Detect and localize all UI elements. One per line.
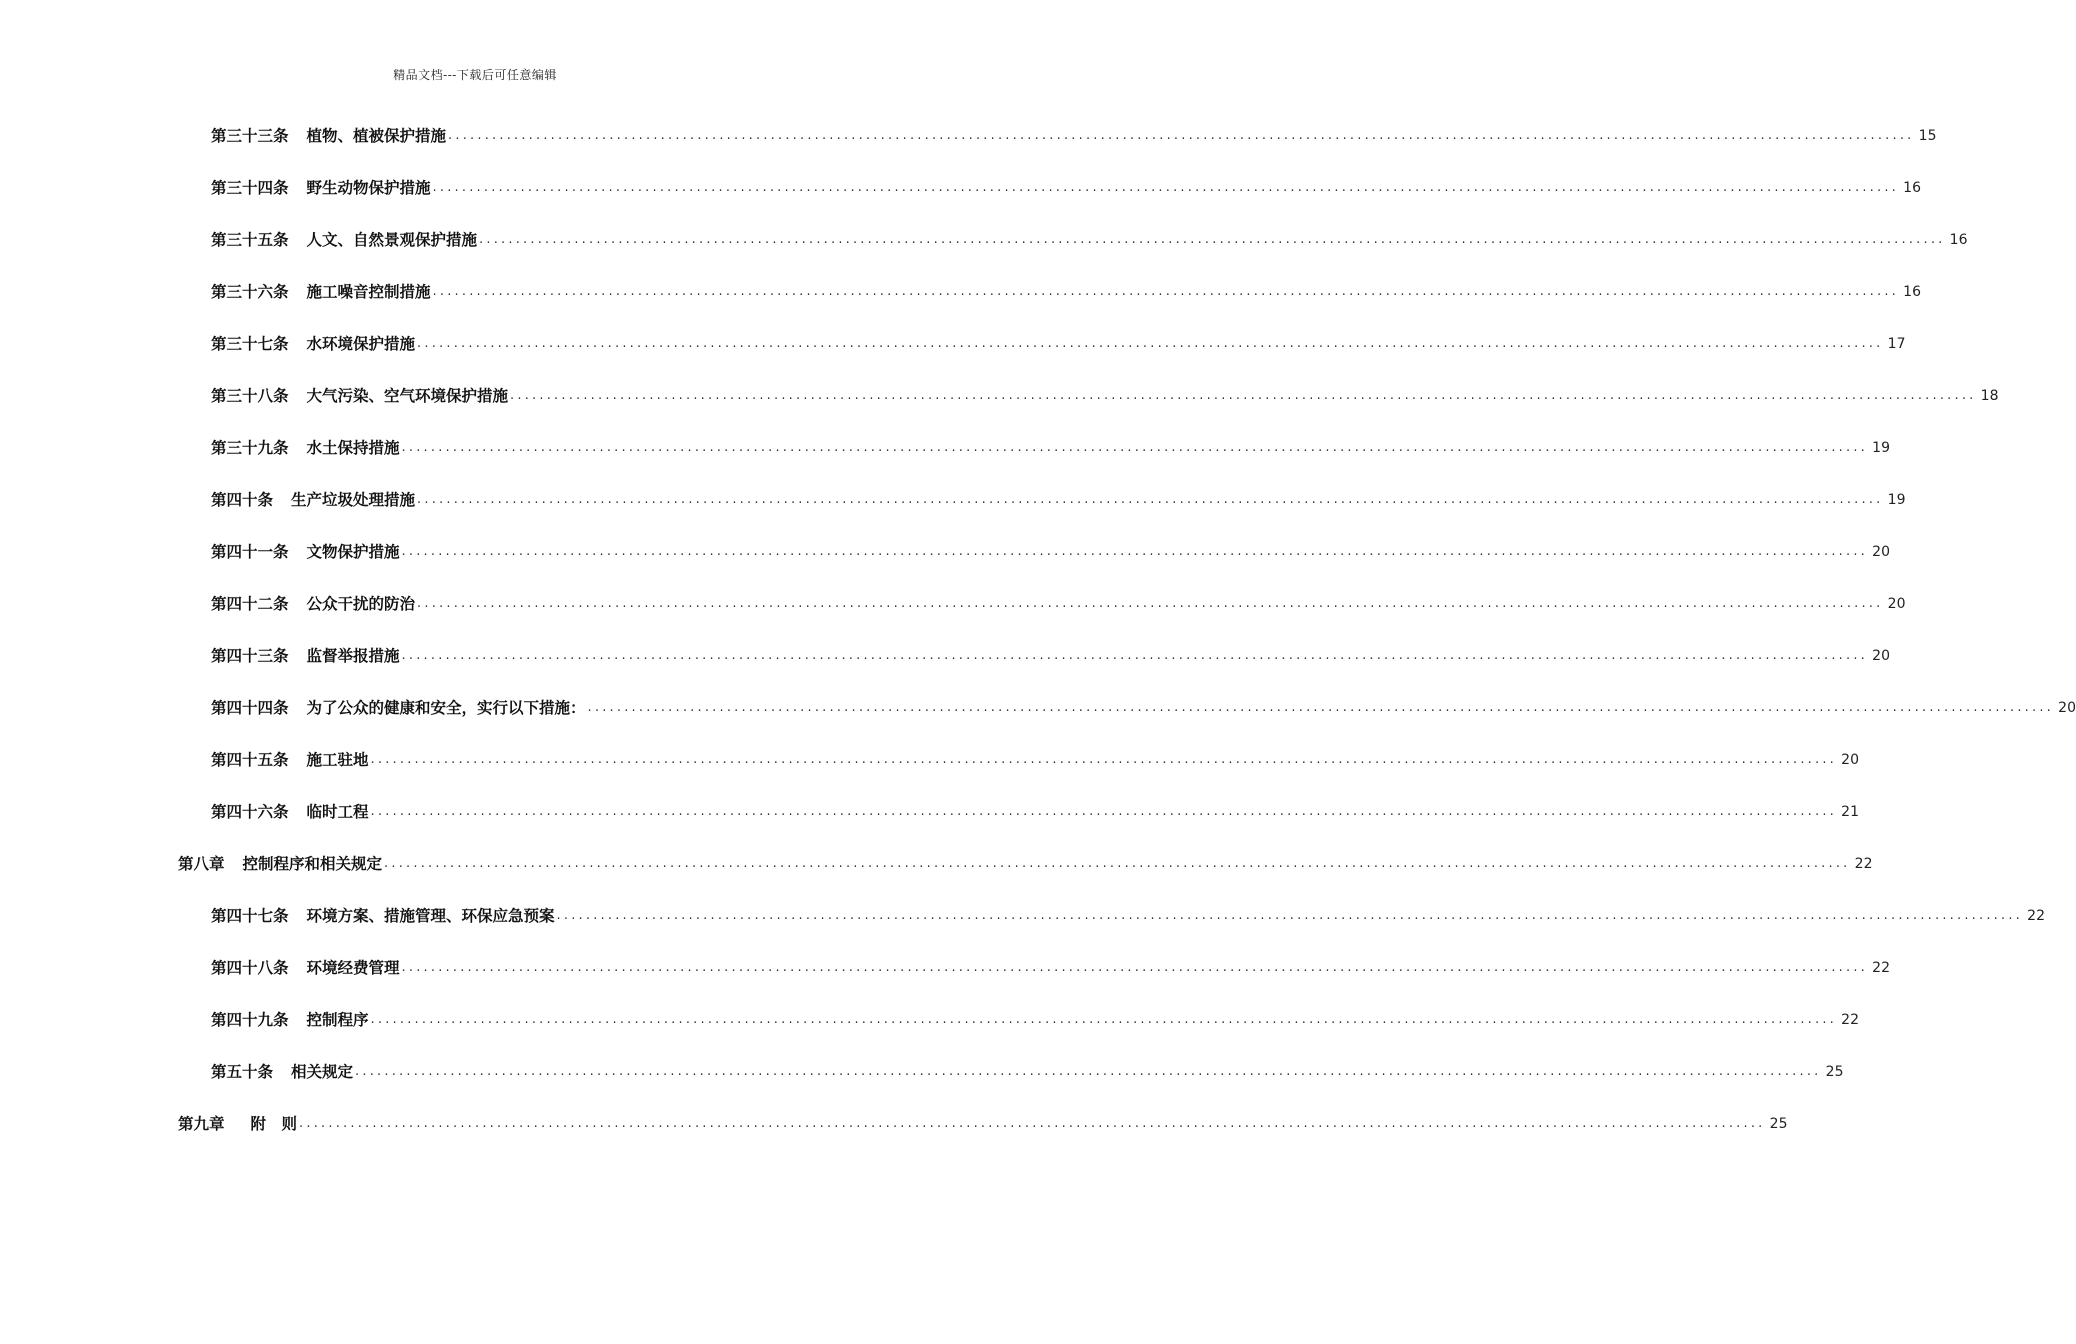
toc-page-number: 22 (1854, 856, 1873, 872)
toc-entry-title: 相关规定 (291, 1063, 354, 1081)
toc-page-number: 22 (1841, 1012, 1859, 1028)
toc-dot-leader: ........................................................................................................................................................................................................ (432, 284, 1899, 299)
toc-entry-number: 第九章 (178, 1115, 225, 1133)
toc-page-number: 20 (1872, 648, 1890, 664)
toc-dot-leader: ........................................................................................................................................................................................................ (417, 336, 1884, 351)
toc-article-entry[interactable] (0, 436, 1890, 488)
toc-entry-number: 第四十条 (211, 491, 274, 509)
toc-article-entry[interactable] (0, 488, 1906, 540)
toc-article-entry[interactable] (0, 384, 1999, 436)
toc-page-number: 19 (1887, 492, 1906, 508)
toc-page-number: 21 (1841, 804, 1859, 820)
toc-entry-title: 水土保持措施 (306, 439, 400, 457)
toc-entry-heading (211, 124, 446, 148)
toc-dot-leader: ........................................................................................................................................................................................................ (370, 752, 1837, 767)
toc-article-entry[interactable] (0, 748, 1859, 800)
toc-page-number: 18 (1980, 388, 1999, 404)
toc-entry-number: 第五十条 (211, 1063, 274, 1081)
toc-entry-title: 植物、植被保护措施 (306, 127, 447, 145)
toc-entry-heading (178, 852, 382, 876)
toc-chapter-entry[interactable] (0, 1112, 1788, 1164)
toc-entry-heading (211, 540, 400, 564)
toc-page-number: 16 (1903, 180, 1921, 196)
toc-entry-number: 第三十九条 (211, 439, 289, 457)
toc-entry-heading (211, 228, 477, 252)
toc-entry-heading (211, 384, 508, 408)
toc-article-entry[interactable] (0, 956, 1890, 1008)
toc-entry-title: 为了公众的健康和安全，实行以下措施： (306, 699, 586, 717)
toc-entry-heading (211, 748, 369, 772)
toc-entry-number: 第四十六条 (211, 803, 289, 821)
toc-entry-number: 第四十四条 (211, 699, 289, 717)
toc-entry-title: 临时工程 (306, 803, 369, 821)
toc-dot-leader: ........................................................................................................................................................................................................ (401, 648, 1868, 663)
toc-entry-number: 第三十三条 (211, 127, 289, 145)
table-of-contents (0, 124, 2076, 1164)
toc-entry-title: 野生动物保护措施 (306, 179, 431, 197)
toc-dot-leader: ........................................................................................................................................................................................................ (401, 544, 1868, 559)
toc-dot-leader: ........................................................................................................................................................................................................ (510, 388, 1977, 403)
toc-entry-number: 第四十八条 (211, 959, 289, 977)
toc-entry-number: 第三十七条 (211, 335, 289, 353)
toc-dot-leader: ........................................................................................................................................................................................................ (384, 856, 1851, 871)
toc-entry-number: 第四十九条 (211, 1011, 289, 1029)
toc-entry-heading (211, 696, 586, 720)
toc-entry-number: 第八章 (178, 855, 225, 873)
toc-entry-title: 监督举报措施 (306, 647, 400, 665)
toc-entry-heading (211, 1008, 369, 1032)
toc-article-entry[interactable] (0, 592, 1906, 644)
toc-page-number: 25 (1825, 1064, 1844, 1080)
toc-dot-leader: ........................................................................................................................................................................................................ (355, 1064, 1822, 1079)
toc-entry-title: 生产垃圾处理措施 (291, 491, 416, 509)
toc-article-entry[interactable] (0, 904, 2045, 956)
toc-entry-heading (211, 592, 415, 616)
toc-page-number: 25 (1769, 1116, 1788, 1132)
toc-entry-heading (211, 1060, 353, 1084)
toc-dot-leader: ........................................................................................................................................................................................................ (299, 1116, 1766, 1131)
toc-entry-number: 第三十六条 (211, 283, 289, 301)
toc-article-entry[interactable] (0, 1008, 1859, 1060)
toc-dot-leader: ........................................................................................................................................................................................................ (401, 440, 1868, 455)
toc-page-number: 20 (1887, 596, 1906, 612)
toc-entry-title: 文物保护措施 (306, 543, 400, 561)
toc-article-entry[interactable] (0, 280, 1921, 332)
toc-page-number: 22 (2027, 908, 2045, 924)
toc-article-entry[interactable] (0, 332, 1906, 384)
toc-dot-leader: ........................................................................................................................................................................................................ (432, 180, 1899, 195)
toc-page-number: 19 (1872, 440, 1890, 456)
toc-entry-heading (178, 1112, 297, 1136)
toc-dot-leader: ........................................................................................................................................................................................................ (370, 804, 1837, 819)
toc-chapter-entry[interactable] (0, 852, 1873, 904)
toc-article-entry[interactable] (0, 1060, 1844, 1112)
toc-page-number: 15 (1918, 128, 1937, 144)
toc-entry-heading (211, 800, 369, 824)
toc-page-number: 16 (1903, 284, 1921, 300)
toc-dot-leader: ........................................................................................................................................................................................................ (417, 492, 1884, 507)
toc-page-number: 17 (1887, 336, 1906, 352)
toc-dot-leader: ........................................................................................................................................................................................................ (401, 960, 1868, 975)
toc-entry-title: 控制程序 (306, 1011, 369, 1029)
toc-page-number: 22 (1872, 960, 1890, 976)
toc-page-number: 16 (1949, 232, 1968, 248)
toc-article-entry[interactable] (0, 800, 1859, 852)
toc-entry-number: 第四十一条 (211, 543, 289, 561)
toc-entry-number: 第三十八条 (211, 387, 289, 405)
toc-entry-title: 环境方案、措施管理、环保应急预案 (306, 907, 555, 925)
toc-entry-heading (211, 956, 400, 980)
toc-entry-number: 第四十七条 (211, 907, 289, 925)
toc-page-number: 20 (2058, 700, 2076, 716)
toc-entry-heading (211, 176, 431, 200)
toc-article-entry[interactable] (0, 176, 1921, 228)
toc-entry-title: 附 则 (250, 1115, 298, 1133)
toc-entry-heading (211, 436, 400, 460)
toc-entry-title: 大气污染、空气环境保护措施 (306, 387, 509, 405)
toc-entry-heading (211, 644, 400, 668)
toc-article-entry[interactable] (0, 644, 1890, 696)
toc-entry-heading (211, 488, 415, 512)
toc-entry-number: 第三十四条 (211, 179, 289, 197)
toc-page-number: 20 (1872, 544, 1890, 560)
toc-entry-heading (211, 904, 555, 928)
toc-entry-number: 第三十五条 (211, 231, 289, 249)
toc-entry-heading (211, 332, 415, 356)
toc-page-number: 20 (1841, 752, 1859, 768)
toc-entry-heading (211, 280, 431, 304)
toc-article-entry[interactable] (0, 124, 1937, 176)
toc-entry-title: 环境经费管理 (306, 959, 400, 977)
toc-entry-title: 施工驻地 (306, 751, 369, 769)
toc-dot-leader: ........................................................................................................................................................................................................ (587, 700, 2054, 715)
toc-entry-title: 控制程序和相关规定 (242, 855, 383, 873)
toc-entry-title: 水环境保护措施 (306, 335, 416, 353)
toc-entry-number: 第四十五条 (211, 751, 289, 769)
toc-dot-leader: ........................................................................................................................................................................................................ (556, 908, 2023, 923)
toc-entry-title: 公众干扰的防治 (306, 595, 416, 613)
toc-dot-leader: ........................................................................................................................................................................................................ (448, 128, 1915, 143)
toc-entry-number: 第四十三条 (211, 647, 289, 665)
page-header: 精品文档---下载后可任意编辑 (393, 68, 557, 82)
toc-entry-title: 施工噪音控制措施 (306, 283, 431, 301)
toc-dot-leader: ........................................................................................................................................................................................................ (479, 232, 1946, 247)
toc-dot-leader: ........................................................................................................................................................................................................ (417, 596, 1884, 611)
toc-article-entry[interactable] (0, 696, 2076, 748)
toc-article-entry[interactable] (0, 228, 1968, 280)
toc-entry-number: 第四十二条 (211, 595, 289, 613)
toc-dot-leader: ........................................................................................................................................................................................................ (370, 1012, 1837, 1027)
toc-article-entry[interactable] (0, 540, 1890, 592)
toc-entry-title: 人文、自然景观保护措施 (306, 231, 478, 249)
